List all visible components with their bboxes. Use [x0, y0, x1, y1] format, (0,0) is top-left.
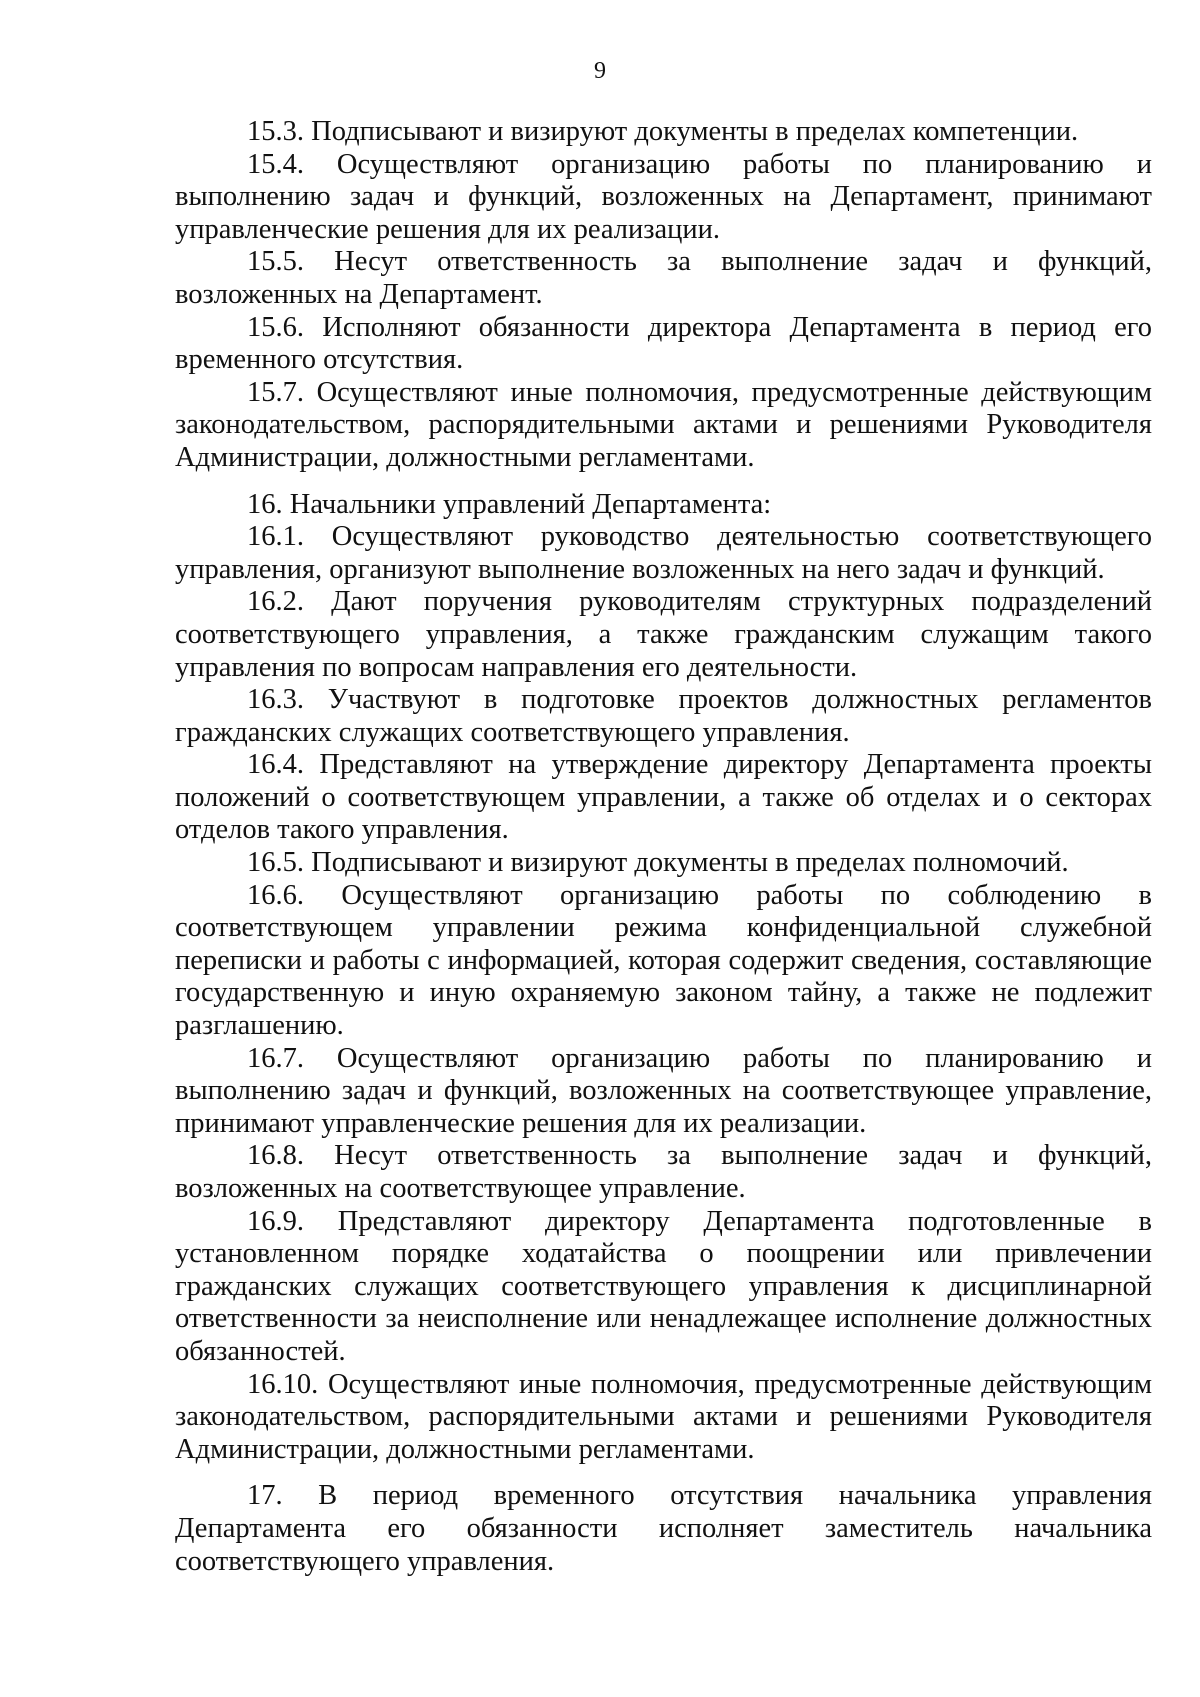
paragraph-15-4: 15.4. Осуществляют организацию работы по планированию и выполнению задач и функций, возложенных на Департамент, принимают управленческие решения для их реализации.: [175, 148, 1152, 245]
paragraph-16-4: 16.4. Представляют на утверждение директору Департамента проекты положений о соответствующем управлении, а также об отделах и о секторах отделов такого управления.: [175, 749, 1152, 846]
document-body: [175, 116, 1152, 1578]
paragraph-16-2: 16.2. Дают поручения руководителям структурных подразделений соответствующего управления, а также гражданским служащим такого управления по вопросам направления его деятельности.: [175, 586, 1152, 683]
paragraph-15-6: 15.6. Исполняют обязанности директора Департамента в период его временного отсутствия.: [175, 311, 1152, 376]
paragraph-15-5: 15.5. Несут ответственность за выполнение задач и функций, возложенных на Департамент.: [175, 246, 1152, 310]
paragraph-16-heading: 16. Начальники управлений Департамента:: [247, 488, 772, 520]
paragraph-16-1: 16.1. Осуществляют руководство деятельностью соответствующего управления, организуют выполнение возложенных на него задач и функций.: [175, 521, 1152, 585]
paragraph-16-7: 16.7. Осуществляют организацию работы по планированию и выполнению задач и функций, возложенных на соответствующее управление, принимают управленческие решения для их реализации.: [175, 1042, 1152, 1139]
paragraph-16-6: 16.6. Осуществляют организацию работы по соблюдению в соответствующем управлении режима конфиденциальной служебной переписки и работы с информацией, которая содержит сведения, составляющие государственную и иную охраняемую законом тайну, а также не подлежит разглашению.: [175, 879, 1152, 1042]
paragraph-15-7: 15.7. Осуществляют иные полномочия, предусмотренные действующим законодательством, распорядительными актами и решениями Руководителя Администрации, должностными регламентами.: [175, 376, 1152, 473]
paragraph-15-3: 15.3. Подписывают и визируют документы в пределах компетенции.: [247, 116, 1079, 147]
paragraph-16-3: 16.3. Участвуют в подготовке проектов должностных регламентов гражданских служащих соответствующего управления.: [175, 684, 1152, 748]
page-number: 9: [594, 58, 606, 84]
paragraph-16-8: 16.8. Несут ответственность за выполнение задач и функций, возложенных на соответствующее управление.: [175, 1140, 1152, 1204]
paragraph-16-5: 16.5. Подписывают и визируют документы в пределах полномочий.: [247, 847, 1069, 879]
paragraph-16-9: 16.9. Представляют директору Департамента подготовленные в установленном порядке ходатайства о поощрении или привлечении гражданских служащих соответствующего управления к дисциплинарной ответственности за неисполнение или ненадлежащее исполнение должностных обязанностей.: [175, 1205, 1152, 1367]
paragraph-17: 17. В период временного отсутствия начальника управления Департамента его обязанности исполняет заместитель начальника соответствующего управления.: [175, 1480, 1152, 1577]
paragraph-16-10: 16.10. Осуществляют иные полномочия, предусмотренные действующим законодательством, распорядительными актами и решениями Руководителя Администрации, должностными регламентами.: [175, 1368, 1152, 1465]
